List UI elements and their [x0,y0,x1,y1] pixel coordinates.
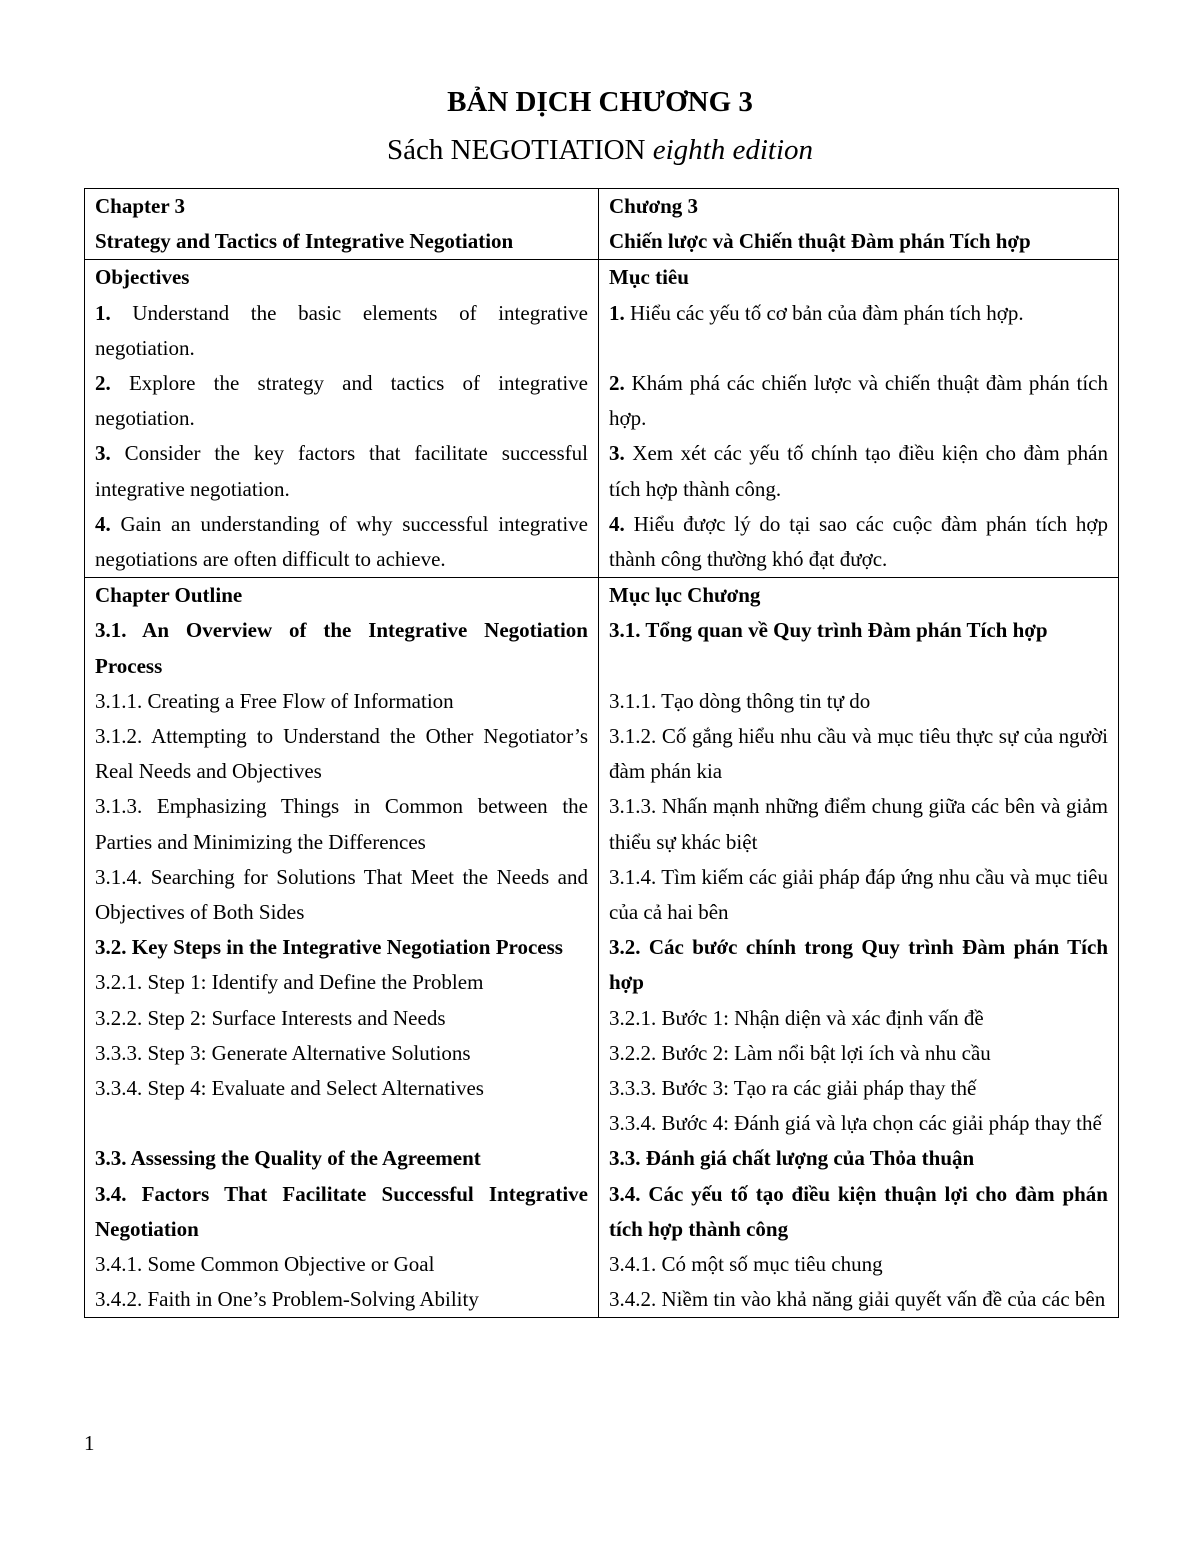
vi-outline-heading: Mục lục Chương [609,583,761,608]
vi-section-heading: 3.4. Các yếu tố tạo điều kiện thuận lợi cho đàm phán tích hợp thành công [609,1181,1108,1241]
vi-objective-item: 2. Khám phá các chiến lược và chiến thuật đàm phán tích hợp. [609,371,1108,431]
subtitle-edition: eighth edition [652,134,814,166]
vi-chapter-title: Chiến lược và Chiến thuật Đàm phán Tích hợp [609,229,1031,254]
vi-section-heading: 3.2. Các bước chính trong Quy trình Đàm phán Tích hợp [609,935,1108,995]
vi-chapter-label: Chương 3 [609,194,699,218]
spacer [609,331,1108,366]
vi-subsection: 3.1.4. Tìm kiếm các giải pháp đáp ứng nhu cầu và mục tiêu của cả hai bên [609,864,1108,925]
vi-section-heading: 3.1. Tổng quan về Quy trình Đàm phán Tích hợp [609,618,1048,643]
en-section-heading: 3.2. Key Steps in the Integrative Negotiation Process [95,935,563,960]
vi-objectives-heading: Mục tiêu [609,265,689,290]
en-chapter-title: Strategy and Tactics of Integrative Negotiation [95,229,514,254]
objectives-row [85,260,1119,578]
vi-objective-item: 3. Xem xét các yếu tố chính tạo điều kiện cho đàm phán tích hợp thành công. [609,441,1109,501]
vi-subsection: 3.1.3. Nhấn mạnh những điểm chung giữa các bên và giảm thiểu sự khác biệt [609,794,1108,854]
en-subsection: 3.1.1. Creating a Free Flow of Information [95,688,454,713]
chapter-outline-row [85,578,1119,1318]
translation-table [84,188,1119,1318]
en-objective-item: 1. Understand the basic elements of integrative negotiation. [95,300,588,360]
english-header-cell [85,189,599,260]
document-title: BẢN DỊCH CHƯƠNG 3 [447,86,753,118]
en-section-heading: 3.1. An Overview of the Integrative Negotiation Process [95,618,588,678]
page-number: 1 [84,1431,95,1455]
subtitle-main: Sách NEGOTIATION [386,134,646,166]
vietnamese-outline-cell [599,578,1119,1318]
en-chapter-label: Chapter 3 [95,194,186,218]
vi-subsection: 3.4.2. Niềm tin vào khả năng giải quyết vấn đề của các bên [609,1287,1106,1312]
en-subsection: 3.1.3. Emphasizing Things in Common between the Parties and Minimizing the Differences [95,794,588,854]
english-outline-cell [85,578,599,1318]
en-section-heading: 3.4. Factors That Facilitate Successful Integrative Negotiation [95,1181,588,1241]
en-section-heading: 3.3. Assessing the Quality of the Agreement [95,1146,481,1171]
en-objectives-heading: Objectives [95,265,190,290]
vi-objective-item: 1. Hiểu các yếu tố cơ bản của đàm phán tích hợp. [609,300,1024,325]
en-subsection: 3.1.4. Searching for Solutions That Meet the Needs and Objectives of Both Sides [95,864,588,925]
en-subsection: 3.3.3. Step 3: Generate Alternative Solutions [95,1040,471,1065]
vietnamese-header-cell [599,189,1119,260]
vi-subsection: 3.3.3. Bước 3: Tạo ra các giải pháp thay thế [609,1076,977,1101]
en-subsection: 3.4.2. Faith in One’s Problem-Solving Ability [95,1287,479,1312]
en-outline-heading: Chapter Outline [95,583,243,608]
en-subsection: 3.2.1. Step 1: Identify and Define the Problem [95,970,484,995]
chapter-header-row [85,189,1119,260]
document-subtitle [0,130,1200,170]
vi-subsection: 3.2.2. Bước 2: Làm nổi bật lợi ích và nhu cầu [609,1040,991,1065]
en-subsection: 3.2.2. Step 2: Surface Interests and Needs [95,1005,446,1030]
vi-section-heading: 3.3. Đánh giá chất lượng của Thỏa thuận [609,1146,975,1171]
vi-objective-item: 4. Hiểu được lý do tại sao các cuộc đàm phán tích hợp thành công thường khó đạt được. [609,511,1109,572]
vi-subsection: 3.1.2. Cố gắng hiểu nhu cầu và mục tiêu thực sự của người đàm phán kia [609,724,1108,784]
vi-subsection: 3.3.4. Bước 4: Đánh giá và lựa chọn các giải pháp thay thế [609,1111,1102,1136]
en-objective-item: 3. Consider the key factors that facilitate successful integrative negotiation. [95,441,589,501]
en-subsection: 3.1.2. Attempting to Understand the Other Negotiator’s Real Needs and Objectives [95,724,588,784]
en-objective-item: 4. Gain an understanding of why successful integrative negotiations are often difficult to achieve. [95,511,588,572]
spacer [609,649,1108,684]
vietnamese-objectives-cell [599,260,1119,578]
en-subsection: 3.4.1. Some Common Objective or Goal [95,1252,435,1277]
spacer [95,1106,588,1141]
vi-subsection: 3.2.1. Bước 1: Nhận diện và xác định vấn đề [609,1005,984,1030]
vi-subsection: 3.4.1. Có một số mục tiêu chung [609,1252,883,1277]
vi-subsection: 3.1.1. Tạo dòng thông tin tự do [609,688,871,713]
en-objective-item: 2. Explore the strategy and tactics of integrative negotiation. [95,371,588,431]
en-subsection: 3.3.4. Step 4: Evaluate and Select Alternatives [95,1076,484,1101]
english-objectives-cell [85,260,599,578]
